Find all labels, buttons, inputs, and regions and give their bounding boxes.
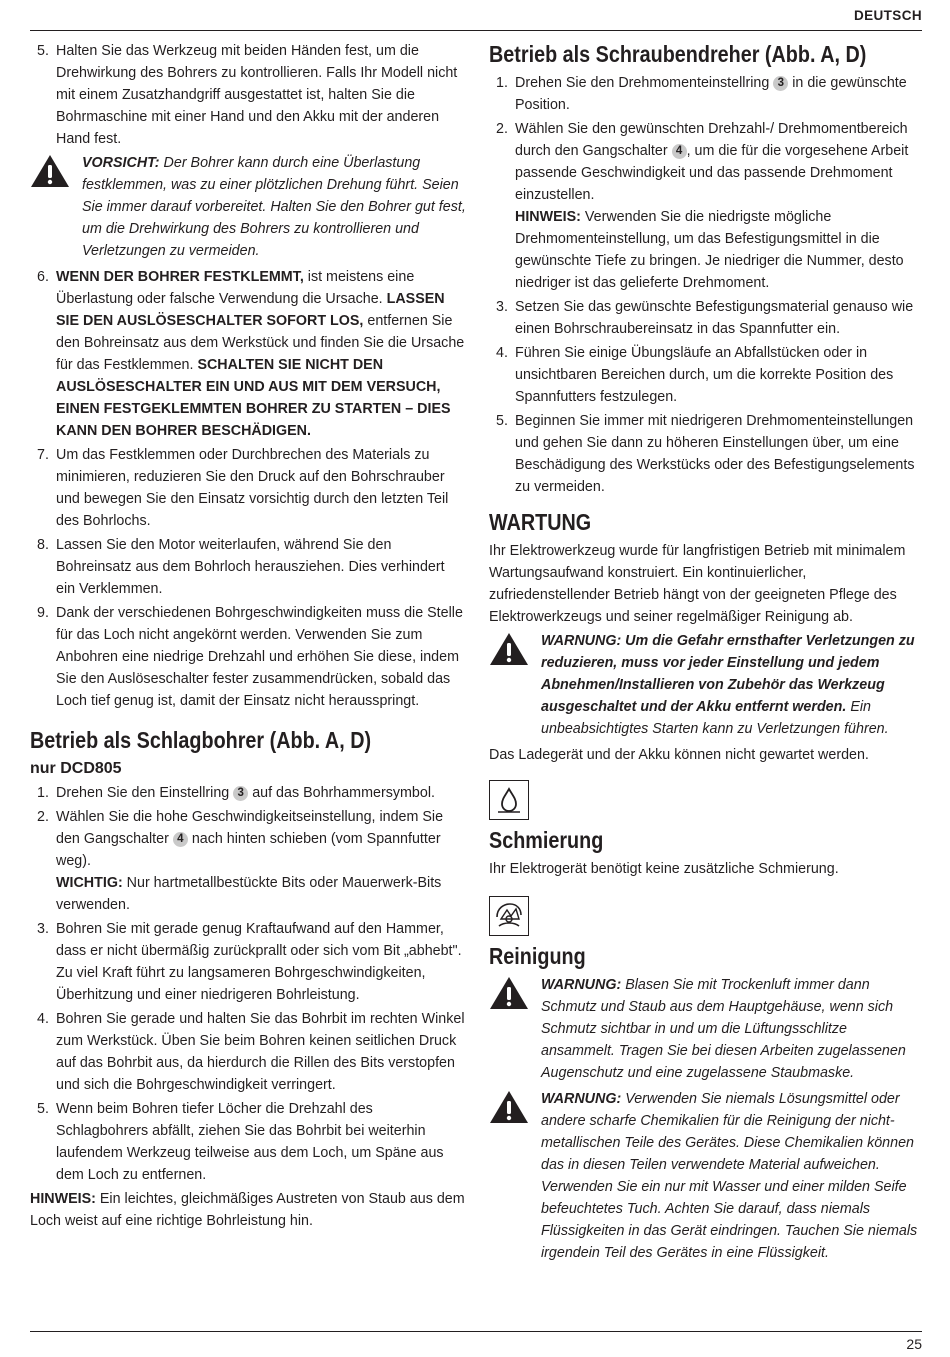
list-text: Bohren Sie gerade und halten Sie das Bohrbit im rechten Winkel zum Werkstück. Üben Sie beim Bohren keinen seitlichen Druck auf das Bohrbit aus, da hierdurch die Rillen des Bits verstopfen und sich die Bohrgeschwindigkeit verringert. [56,1011,465,1093]
list-number: 8. [37,537,49,553]
list-number: 4. [37,1011,49,1027]
note-label: HINWEIS: [30,1191,96,1207]
warning-triangle-icon [489,632,529,666]
caution-label: VORSICHT: [82,155,160,171]
list-number: 5. [496,413,508,429]
note-text: Ein leichtes, gleichmäßiges Austreten von Staub aus dem Loch weist auf eine richtige Bohrleistung hin. [30,1191,465,1229]
list-number: 5. [37,1101,49,1117]
list-number: 9. [37,605,49,621]
cleaning-icon [489,896,529,936]
list-text: Beginnen Sie immer mit niedrigeren Drehmomenteinstellungen und gehen Sie dann zu höheren Einstellungen über, um eine Beschädigung des Werkstücks oder des Befestigungselements zu vermeiden. [515,413,915,495]
list-text: Drehen Sie den Einstellring [56,785,234,801]
callout-number: 3 [773,76,788,91]
section-heading: Betrieb als Schlagbohrer (Abb. A, D) [30,727,372,753]
list-item [489,118,922,294]
list-item [30,782,466,804]
warning-text: Ein unbeabsichtigtes Starten kann zu Verletzungen führen. [541,699,889,737]
list-text: in die gewünschte Position. [515,75,907,113]
list-text: entfernen Sie den Bohreinsatz aus dem Werkstück und finden Sie die Ursache für das Festklemmen. [56,313,465,373]
body-paragraph: Ihr Elektrogerät benötigt keine zusätzliche Schmierung. [489,861,839,877]
list-item [30,444,466,532]
list-text: , um die für die vorgesehene Arbeit passende Geschwindigkeit und das passende Drehmoment einzustellen. [515,143,909,203]
section-heading: Reinigung [489,943,586,969]
list-number: 4. [496,345,508,361]
callout-number: 4 [173,832,188,847]
note-paragraph [30,1188,466,1232]
callout-number: 4 [672,144,687,159]
list-item [489,72,922,116]
emphasis-text: WENN DER BOHRER FESTKLEMMT, [56,269,304,285]
warning-label: WARNUNG: [541,1091,622,1107]
page-number: 25 [906,1336,922,1352]
list-item [30,806,466,916]
list-text: Lassen Sie den Motor weiterlaufen, während Sie den Bohreinsatz aus dem Bohrloch herausziehen. Dies verhindert ein Verklemmen. [56,537,445,597]
warning-label: WARNUNG: [541,977,622,993]
note-label: HINWEIS: [515,209,581,225]
list-item [30,918,466,1006]
list-text: Wählen Sie die hohe Geschwindigkeitseinstellung, indem Sie den Gangschalter [56,809,444,847]
warning-triangle-icon [30,154,70,188]
warning-block [489,974,922,1084]
list-number: 2. [496,121,508,137]
list-text: auf das Bohrhammersymbol. [248,785,435,801]
body-paragraph: Ihr Elektrowerkzeug wurde für langfristigen Betrieb mit minimalem Wartungsaufwand konstruiert. Ein kontinuierlicher, zufriedenstellender Betrieb hängt von der geeigneten Pflege des Elektrowerkzeugs und seiner regelmäßiger Reinigung ab. [489,543,906,625]
important-label: WICHTIG: [56,875,123,891]
list-number: 3. [37,921,49,937]
header-rule [30,30,922,31]
warning-bold-text: WARNUNG: Um die Gefahr ernsthafter Verletzungen zu reduzieren, muss vor jeder Einstellung und jedem Abnehmen/Installieren von Zubehör das Werkzeug ausgeschaltet und der Akku entfernt werden. [541,633,915,715]
list-item [30,1098,466,1186]
caution-text: Der Bohrer kann durch eine Überlastung festklemmen, was zu einer plötzlichen Drehung führt. Seien Sie immer darauf vorbereitet. Halten Sie den Bohrer gut fest, um die Drehwirkung des Bohrers zu kontrollieren und Verletzungen zu vermeiden. [82,155,466,259]
list-text: Führen Sie einige Übungsläufe an Abfallstücken oder in unsichtbaren Bereichen durch, um die korrekte Position des Spannfutters festzulegen. [515,345,894,405]
list-text: ist meistens eine Überlastung oder falsche Verwendung die Ursache. [56,269,415,307]
warning-triangle-icon [489,1090,529,1124]
note-text: Verwenden Sie die niedrigste mögliche Drehmomenteinstellung, um das Befestigungsmittel in die gewünschte Tiefe zu bringen. Je niedriger die Nummer, desto niedriger ist das gelieferte Drehmoment. [515,209,904,291]
subheading: nur DCD805 [30,760,122,777]
list-item [30,40,466,150]
emphasis-text: SCHALTEN SIE NICHT DEN AUSLÖSESCHALTER EIN UND AUS MIT DEM VERSUCH, EINEN FESTGEKLEMMTEN BOHRER ZU STARTEN – DIES KANN DEN BOHRER BESCHÄDIGEN. [56,357,451,439]
list-number: 6. [37,269,49,285]
list-item [30,1008,466,1096]
oil-drop-icon [489,780,529,820]
list-text: Drehen Sie den Drehmomenteinstellring [515,75,774,91]
list-number: 1. [37,785,49,801]
warning-triangle-icon [489,976,529,1010]
list-text: Setzen Sie das gewünschte Befestigungsmaterial genauso wie einen Bohrschraubereinsatz in das Spannfutter ein. [515,299,914,337]
list-number: 2. [37,809,49,825]
body-paragraph: Das Ladegerät und der Akku können nicht gewartet werden. [489,747,869,763]
list-item [489,342,922,408]
list-item [489,410,922,498]
list-text: Dank der verschiedenen Bohrgeschwindigkeiten muss die Stelle für das Loch nicht angekörnt werden. Verwenden Sie zum Anbohren eine niedrige Drehzahl und erhöhen Sie diese, indem Sie den Auslöseschalter fester zusammendrücken, sobald das Loch tief genug ist, damit der Einsatz nicht herausspringt. [56,605,463,709]
list-item [30,602,466,712]
list-item [30,534,466,600]
warning-block [489,630,922,740]
right-column [489,40,922,1268]
warning-text: Blasen Sie mit Trockenluft immer dann Schmutz und Staub aus dem Hauptgehäuse, wenn sich Schmutz sichtbar in und um die Lüftungsschlitze ansammelt. Tragen Sie bei diesen Arbeiten zugelassenen Augenschutz und eine zugelassene Staubmaske. [541,977,906,1081]
warning-block [489,1088,922,1264]
caution-block [30,152,466,262]
list-number: 1. [496,75,508,91]
list-text: Um das Festklemmen oder Durchbrechen des Materials zu minimieren, reduzieren Sie den Druck auf den Bohrschrauber und bewegen Sie den Einsatz vorsichtig durch den letzten Teil des Bohrlochs. [56,447,449,529]
section-heading: WARTUNG [489,509,592,535]
list-text: Halten Sie das Werkzeug mit beiden Händen fest, um die Drehwirkung des Bohrers zu kontrollieren. Falls Ihr Modell nicht mit einem Zusatzhandgriff ausgestattet ist, halten Sie die Bohrmaschine mit einer Hand und den Akku mit der anderen Hand fest. [56,43,458,147]
list-text: nach hinten schieben (vom Spannfutter weg). [56,831,441,869]
list-item [30,266,466,442]
list-number: 5. [37,43,49,59]
section-heading: Betrieb als Schraubendreher (Abb. A, D) [489,41,867,67]
callout-number: 3 [233,786,248,801]
list-text: Wenn beim Bohren tiefer Löcher die Drehzahl des Schlagbohrers abfällt, ziehen Sie das Bohrbit bei weiterhin laufendem Werkzeug teilweise aus dem Loch, um Späne aus dem Loch zu entfernen. [56,1101,444,1183]
list-number: 3. [496,299,508,315]
list-number: 7. [37,447,49,463]
important-text: Nur hartmetallbestückte Bits oder Mauerwerk-Bits verwenden. [56,875,442,913]
footer-rule [30,1331,922,1332]
warning-text: Verwenden Sie niemals Lösungsmittel oder andere scharfe Chemikalien für die Reinigung der nicht-metallischen Teile des Gerätes. Diese Chemikalien können das in diesen Teilen verwendete Material aufweichen. Verwenden Sie ein nur mit Wasser und einer milden Seife befeuchtetes Tuch. Achten Sie darauf, dass niemals Flüssigkeiten in das Gerät eindringen. Tauchen Sie niemals irgendein Teil des Gerätes in eine Flüssigkeit. [541,1091,918,1261]
section-heading: Schmierung [489,827,604,853]
list-text: Wählen Sie den gewünschten Drehzahl-/ Drehmomentbereich durch den Gangschalter [515,121,908,159]
list-text: Bohren Sie mit gerade genug Kraftaufwand auf den Hammer, dass er nicht übermäßig zurückprallt oder sich vom Bit „abhebt". Zu viel Kraft führt zu langsameren Bohrgeschwindigkeiten, Überhitzung und einer niedrigeren Bohrleistung. [56,921,462,1003]
emphasis-text: LASSEN SIE DEN AUSLÖSESCHALTER SOFORT LOS, [56,291,445,329]
list-item [489,296,922,340]
left-column [30,40,466,1234]
language-label: DEUTSCH [853,8,922,23]
